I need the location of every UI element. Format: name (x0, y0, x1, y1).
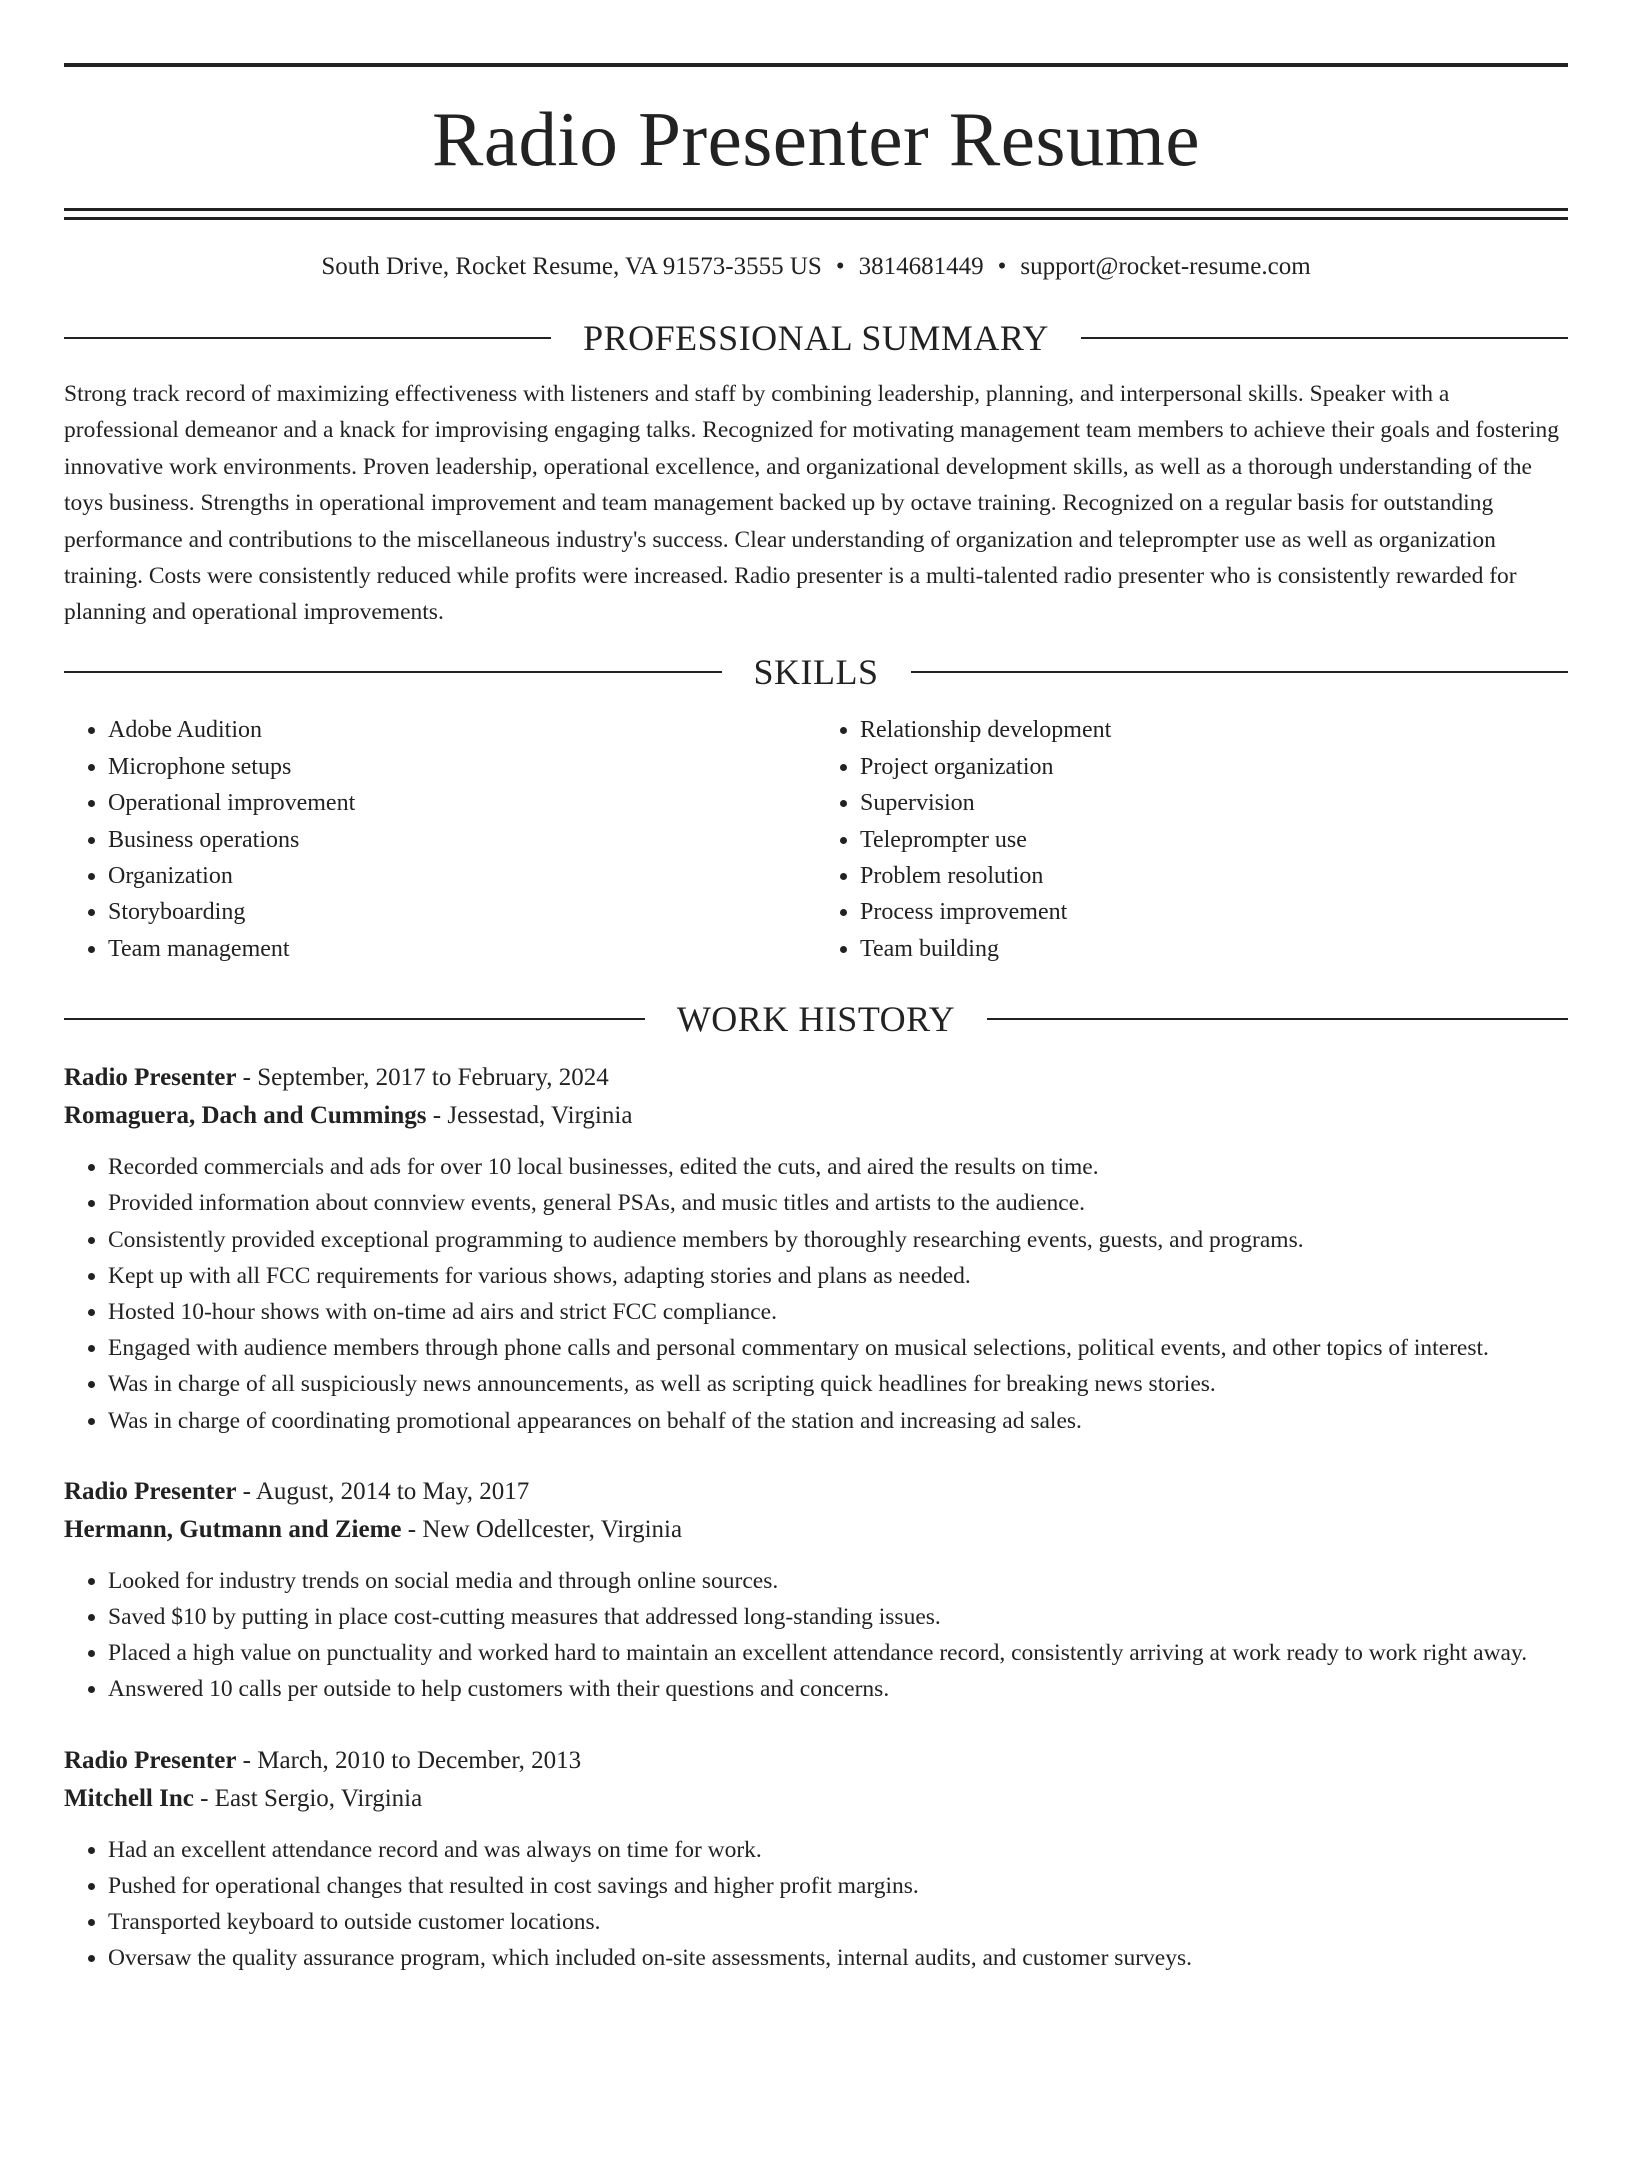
job-title-line: Radio Presenter - March, 2010 to December, 2013 (64, 1746, 582, 1774)
job-company-line: Hermann, Gutmann and Zieme - New Odellcester, Virginia (64, 1515, 683, 1543)
summary-title: PROFESSIONAL SUMMARY (583, 318, 1049, 358)
skill-item: • Team building (860, 931, 1568, 967)
summary-text: Strong track record of maximizing effectiveness with listeners and staff by combining leadership, planning, and interpersonal skills. Speaker with a professional demeanor and a knack for improvising engaging talks. Recognized for motivating management team members to achieve their goals and fostering innovative work environments. Proven leadership, operational excellence, and organizational development skills, as well as a thorough understanding of the toys business. Strengths in operational improvement and team management backed up by octave training. Recognized on a regular basis for outstanding performance and contributions to the miscellaneous industry's success. Clear understanding of organization and teleprompter use as well as organization training. Costs were consistently reduced while profits were increased. Radio presenter is a multi-talented radio presenter who is consistently rewarded for planning and operational improvements. (64, 381, 1560, 626)
heading-rule-right (1081, 337, 1568, 339)
duty-item: • Had an excellent attendance record and was always on time for work. (108, 1832, 1568, 1868)
skills-title: SKILLS (753, 652, 879, 693)
duty-item: • Placed a high value on punctuality and worked hard to maintain an excellent attendance record, consistently arriving at work ready to work right away. (108, 1635, 1568, 1671)
heading-rule-right (911, 671, 1569, 673)
job-dates: August, 2014 to May, 2017 (255, 1477, 530, 1505)
duty-item: • Hosted 10-hour shows with on-time ad airs and strict FCC compliance. (108, 1294, 1568, 1330)
job-dates: March, 2010 to December, 2013 (257, 1746, 582, 1774)
skill-item: • Team management (108, 931, 816, 967)
heading-rule-left (64, 671, 722, 673)
duty-item: • Kept up with all FCC requirements for various shows, adapting stories and plans as needed. (108, 1258, 1568, 1294)
job-role: Radio Presenter (64, 1064, 237, 1092)
job-company: Hermann, Gutmann and Zieme (64, 1515, 402, 1543)
job-role: Radio Presenter (64, 1477, 237, 1505)
top-rule (64, 63, 1568, 67)
skill-item: • Teleprompter use (860, 822, 1568, 858)
duty-item: • Transported keyboard to outside customer locations. (108, 1904, 1568, 1940)
heading-rule-left (64, 1018, 645, 1020)
job-location: East Sergio, Virginia (214, 1784, 423, 1812)
contact-separator: • (835, 253, 845, 280)
summary-heading (64, 320, 1568, 356)
skill-item: • Microphone setups (108, 749, 816, 785)
resume-page (0, 63, 1632, 2175)
work-history-list (64, 1059, 1568, 1976)
job-entry (64, 1473, 1568, 1708)
work-title: WORK HISTORY (676, 999, 956, 1040)
job-company-line: Romaguera, Dach and Cummings - Jessestad, Virginia (64, 1102, 633, 1130)
skill-item: • Adobe Audition (108, 712, 816, 748)
duty-item: • Provided information about connview events, general PSAs, and music titles and artists to the audience. (108, 1185, 1568, 1221)
work-heading (64, 999, 1568, 1040)
job-duties (64, 1832, 1568, 1977)
job-role: Radio Presenter (64, 1746, 237, 1774)
duty-item: • Saved $10 by putting in place cost-cutting measures that addressed long-standing issues. (108, 1599, 1568, 1635)
job-entry (64, 1742, 1568, 1977)
contact-phone: 3814681449 (858, 253, 984, 280)
duty-item: • Engaged with audience members through phone calls and personal commentary on musical selections, political events, and other topics of interest. (108, 1330, 1568, 1366)
contact-address: South Drive, Rocket Resume, VA 91573-3555 US (321, 253, 822, 280)
job-company-line: Mitchell Inc - East Sergio, Virginia (64, 1784, 423, 1812)
skills-heading (64, 652, 1568, 693)
duty-item: • Oversaw the quality assurance program, which included on-site assessments, internal audits, and customer surveys. (108, 1940, 1568, 1976)
double-rule (64, 208, 1568, 220)
job-duties (64, 1149, 1568, 1439)
job-company: Mitchell Inc (64, 1784, 194, 1812)
resume-title: Radio Presenter Resume (432, 96, 1200, 182)
duty-item: • Recorded commercials and ads for over 10 local businesses, edited the cuts, and aired the results on time. (108, 1149, 1568, 1185)
duty-item: • Was in charge of coordinating promotional appearances on behalf of the station and increasing ad sales. (108, 1403, 1568, 1439)
skill-item: • Business operations (108, 822, 816, 858)
skills-list-right (816, 712, 1568, 967)
job-location: Jessestad, Virginia (447, 1102, 633, 1130)
skill-item: • Organization (108, 858, 816, 894)
duty-item: • Was in charge of all suspiciously news announcements, as well as scripting quick headlines for breaking news stories. (108, 1366, 1568, 1402)
skill-item: • Storyboarding (108, 894, 816, 930)
skill-item: • Problem resolution (860, 858, 1568, 894)
skills-list-left (64, 712, 816, 967)
skill-item: • Process improvement (860, 894, 1568, 930)
duty-item: • Answered 10 calls per outside to help customers with their questions and concerns. (108, 1671, 1568, 1707)
skill-item: • Project organization (860, 749, 1568, 785)
contact-line (64, 252, 1568, 282)
duty-item: • Pushed for operational changes that resulted in cost savings and higher profit margins. (108, 1868, 1568, 1904)
job-company: Romaguera, Dach and Cummings (64, 1102, 427, 1130)
skill-item: • Relationship development (860, 712, 1568, 748)
contact-email: support@rocket-resume.com (1020, 253, 1311, 280)
heading-rule-right (987, 1018, 1568, 1020)
duty-item: • Looked for industry trends on social media and through online sources. (108, 1563, 1568, 1599)
skill-item: • Operational improvement (108, 785, 816, 821)
heading-rule-left (64, 337, 551, 339)
job-title-line: Radio Presenter - August, 2014 to May, 2017 (64, 1477, 530, 1505)
skills-columns (64, 712, 1568, 967)
job-dates: September, 2017 to February, 2024 (257, 1064, 609, 1092)
job-duties (64, 1563, 1568, 1708)
duty-item: • Consistently provided exceptional programming to audience members by thoroughly researching events, guests, and programs. (108, 1222, 1568, 1258)
job-location: New Odellcester, Virginia (422, 1515, 683, 1543)
skill-item: • Supervision (860, 785, 1568, 821)
job-title-line: Radio Presenter - September, 2017 to February, 2024 (64, 1064, 609, 1092)
contact-separator: • (997, 253, 1007, 280)
job-entry (64, 1059, 1568, 1439)
